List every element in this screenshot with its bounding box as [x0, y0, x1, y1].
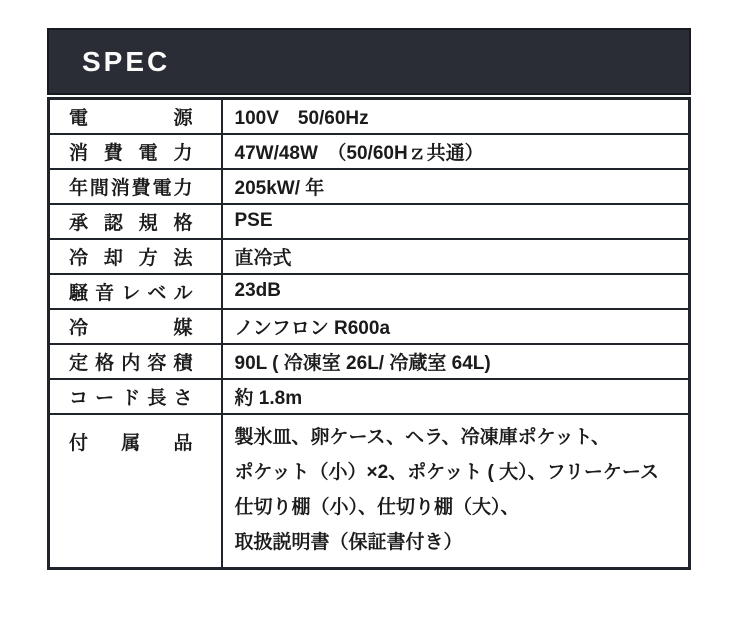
row-label: 冷 却 方 法: [49, 239, 222, 274]
row-label: 騒 音 レ ベ ル: [49, 274, 222, 309]
row-value: [222, 414, 690, 569]
row-value: PSE: [222, 204, 690, 239]
row-label: コ ー ド 長 さ: [49, 379, 222, 414]
row-label: 電 源: [49, 99, 222, 134]
accessories-line: 取扱説明書（保証書付き）: [234, 531, 463, 553]
table-row-rated-capacity: [49, 344, 690, 379]
row-value: ノンフロン R600a: [222, 309, 690, 344]
row-label: 冷 媒: [49, 309, 222, 344]
row-value: 直冷式: [222, 239, 690, 274]
table-row-certification: [49, 204, 690, 239]
row-value: 205kW/ 年: [222, 169, 690, 204]
row-label: 付 属 品: [49, 414, 222, 569]
row-label: 定 格 内 容 積: [49, 344, 222, 379]
row-value: 47W/48W （50/60Hｚ共通）: [222, 134, 690, 169]
row-value: 23dB: [222, 274, 690, 309]
table-row-annual-consumption: [49, 169, 690, 204]
accessories-line: 製氷皿、卵ケース、ヘラ、冷凍庫ポケット、: [234, 426, 610, 448]
spec-table: [47, 97, 691, 570]
row-label: 年 間 消 費 電 力: [49, 169, 222, 204]
spec-header: [47, 28, 691, 95]
table-row-power-consumption: [49, 134, 690, 169]
spec-table-container: [47, 28, 691, 570]
row-value: 90L ( 冷凍室 26L/ 冷蔵室 64L): [222, 344, 690, 379]
table-row-accessories: [49, 414, 690, 569]
page-title: SPEC: [82, 45, 171, 77]
table-row-noise-level: [49, 274, 690, 309]
row-label: 消 費 電 力: [49, 134, 222, 169]
table-row-cord-length: [49, 379, 690, 414]
row-value: 100V 50/60Hz: [222, 99, 690, 134]
accessories-line: 仕切り棚（小）、仕切り棚（大）、: [234, 496, 520, 518]
table-row-refrigerant: [49, 309, 690, 344]
table-row-power: [49, 99, 690, 134]
accessories-line: ポケット（小）×2、ポケット ( 大）、フリーケース: [234, 461, 659, 483]
row-label: 承 認 規 格: [49, 204, 222, 239]
row-value: 約 1.8m: [222, 379, 690, 414]
table-row-cooling-method: [49, 239, 690, 274]
